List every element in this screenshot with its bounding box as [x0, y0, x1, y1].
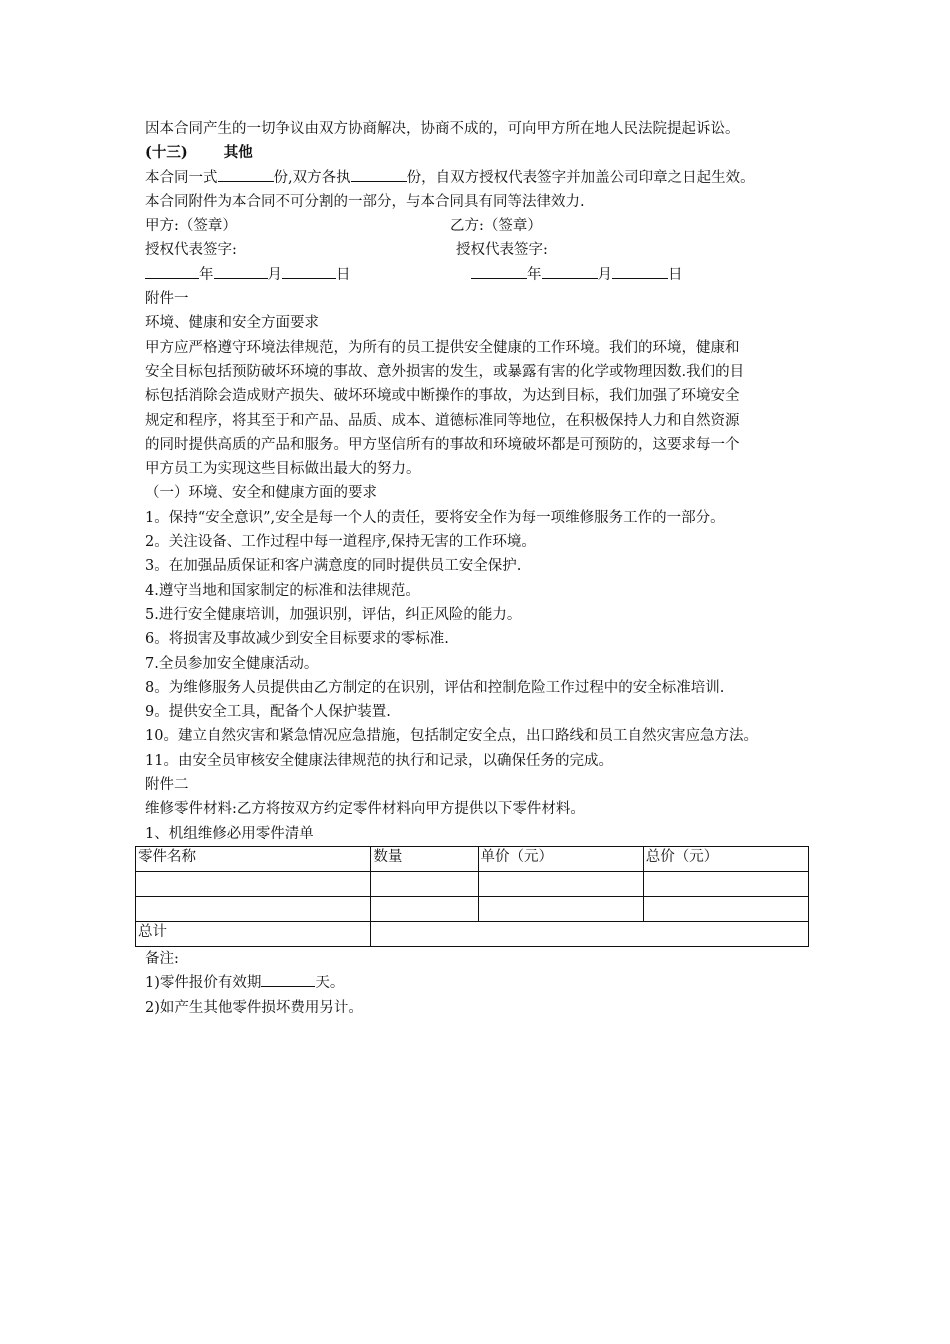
- notes-title: 备注:: [145, 950, 179, 967]
- parts-list-title: 1、机组维修必用零件清单: [145, 825, 314, 842]
- party-b-seal: 乙方:（签章）: [450, 218, 542, 235]
- parts-table: [135, 846, 809, 947]
- copies-each-blank[interactable]: [351, 167, 407, 182]
- annex-2-intro: 维修零件材料:乙方将按双方约定零件材料向甲方提供以下零件材料。: [145, 801, 585, 818]
- section-13-heading: [145, 141, 815, 165]
- day-blank[interactable]: [282, 264, 336, 279]
- table-row: [136, 896, 809, 921]
- copies-total-blank[interactable]: [218, 167, 274, 182]
- party-b-rep-sign: 授权代表签字:: [456, 242, 548, 259]
- annex-2-title: 附件二: [145, 777, 189, 794]
- copies-text-3: 份，自双方授权代表签字并加盖公司印章之日起生效。: [406, 169, 755, 186]
- header-part-name: 零件名称: [136, 846, 371, 871]
- party-b-date: [471, 263, 683, 287]
- month-label: 月: [267, 266, 282, 283]
- day-label: 日: [336, 266, 351, 283]
- table-cell[interactable]: [371, 896, 478, 921]
- list-item: 2。关注设备、工作过程中每一道程序,保持无害的工作环境。: [145, 534, 536, 551]
- annex-1-title: 附件一: [145, 291, 189, 308]
- list-item: 5.进行安全健康培训，加强识别，评估，纠正风险的能力。: [145, 606, 522, 623]
- dispute-clause: 因本合同产生的一切争议由双方协商解决，协商不成的，可向甲方所在地人民法院提起诉讼。: [145, 121, 740, 137]
- day-blank[interactable]: [612, 264, 668, 279]
- party-a-rep-sign: 授权代表签字:: [145, 242, 237, 259]
- list-item: 4.遵守当地和国家制定的标准和法律规范。: [145, 582, 420, 599]
- year-label: 年: [527, 266, 542, 283]
- table-cell[interactable]: [478, 871, 643, 896]
- paragraph-line: 甲方员工为实现这些目标做出最大的努力。: [145, 461, 421, 478]
- note-1: [145, 971, 815, 995]
- paragraph-line: 甲方应严格遵守环境法律规范，为所有的员工提供安全健康的工作环境。我们的环境，健康和: [145, 339, 740, 356]
- list-item: 9。提供安全工具，配备个人保护装置.: [145, 704, 391, 721]
- contract-page: [138, 117, 815, 1020]
- requirements-heading: （一）环境、安全和健康方面的要求: [145, 485, 377, 502]
- rep-sign-row: [145, 238, 815, 262]
- month-blank[interactable]: [542, 264, 598, 279]
- table-header-row: [136, 846, 809, 871]
- year-blank[interactable]: [145, 264, 199, 279]
- copies-text-2: 份,双方各执: [273, 169, 351, 186]
- annex-validity-clause: 本合同附件为本合同不可分割的一部分，与本合同具有同等法律效力.: [145, 193, 585, 210]
- date-row: [145, 263, 815, 287]
- list-item: 6。将损害及事故减少到安全目标要求的零标准.: [145, 631, 449, 648]
- annex-1-subtitle: 环境、健康和安全方面要求: [145, 315, 319, 332]
- note-2: 2)如产生其他零件损坏费用另计。: [145, 999, 363, 1016]
- header-quantity: 数量: [371, 846, 478, 871]
- header-total-price: 总价（元）: [643, 846, 808, 871]
- list-item: 11。由安全员审核安全健康法律规范的执行和记录，以确保任务的完成。: [145, 752, 613, 769]
- paragraph-line: 安全目标包括预防破坏环境的事故、意外损害的发生，或暴露有害的化学或物理因数.我们的目: [145, 363, 745, 380]
- table-cell[interactable]: [478, 896, 643, 921]
- note-1-text: 1)零件报价有效期: [145, 975, 262, 992]
- party-a-seal: 甲方:（签章）: [145, 218, 237, 235]
- copies-text-1: 本合同一式: [145, 169, 218, 186]
- table-cell[interactable]: [136, 871, 371, 896]
- year-label: 年: [199, 266, 214, 283]
- month-blank[interactable]: [214, 264, 268, 279]
- annex-1-paragraph: [145, 336, 815, 482]
- table-row: [136, 871, 809, 896]
- party-seal-row: [145, 214, 815, 238]
- header-unit-price: 单价（元）: [478, 846, 643, 871]
- table-cell[interactable]: [643, 896, 808, 921]
- paragraph-line: 标包括消除会造成财产损失、破坏环境或中断操作的事故，为达到目标，我们加强了环境安全: [145, 388, 740, 405]
- list-item: 3。在加强品质保证和客户满意度的同时提供员工安全保护.: [145, 558, 522, 575]
- section-13-title: 其他: [223, 144, 253, 162]
- year-blank[interactable]: [471, 264, 527, 279]
- list-item: 7.全员参加安全健康活动。: [145, 655, 319, 672]
- total-label: 总计: [136, 921, 371, 946]
- section-13-number: (十三): [145, 144, 188, 162]
- paragraph-line: 的同时提供高质的产品和服务。甲方坚信所有的事故和环境破坏都是可预防的，这要求每一个: [145, 436, 740, 453]
- requirements-list: [145, 506, 815, 773]
- table-total-row: [136, 921, 809, 946]
- party-a-date: [145, 267, 351, 283]
- table-cell[interactable]: [643, 871, 808, 896]
- month-label: 月: [597, 266, 612, 283]
- copies-clause: [145, 166, 815, 190]
- day-label: 日: [668, 266, 683, 283]
- table-cell[interactable]: [136, 896, 371, 921]
- paragraph-line: 规定和程序，将其至于和产品、品质、成本、道德标准同等地位，在积极保持人力和自然资源: [145, 412, 740, 429]
- table-cell[interactable]: [371, 871, 478, 896]
- validity-days-blank[interactable]: [261, 972, 315, 987]
- list-item: 8。为维修服务人员提供由乙方制定的在识别，评估和控制危险工作过程中的安全标准培训.: [145, 679, 725, 696]
- total-value-cell[interactable]: [371, 921, 809, 946]
- note-1-suffix: 天。: [315, 975, 345, 992]
- list-item: 10。建立自然灾害和紧急情况应急措施，包括制定安全点，出口路线和员工自然灾害应急方法。: [145, 728, 758, 745]
- list-item: 1。保持“安全意识”,安全是每一个人的责任，要将安全作为每一项维修服务工作的一部分。: [145, 509, 725, 526]
